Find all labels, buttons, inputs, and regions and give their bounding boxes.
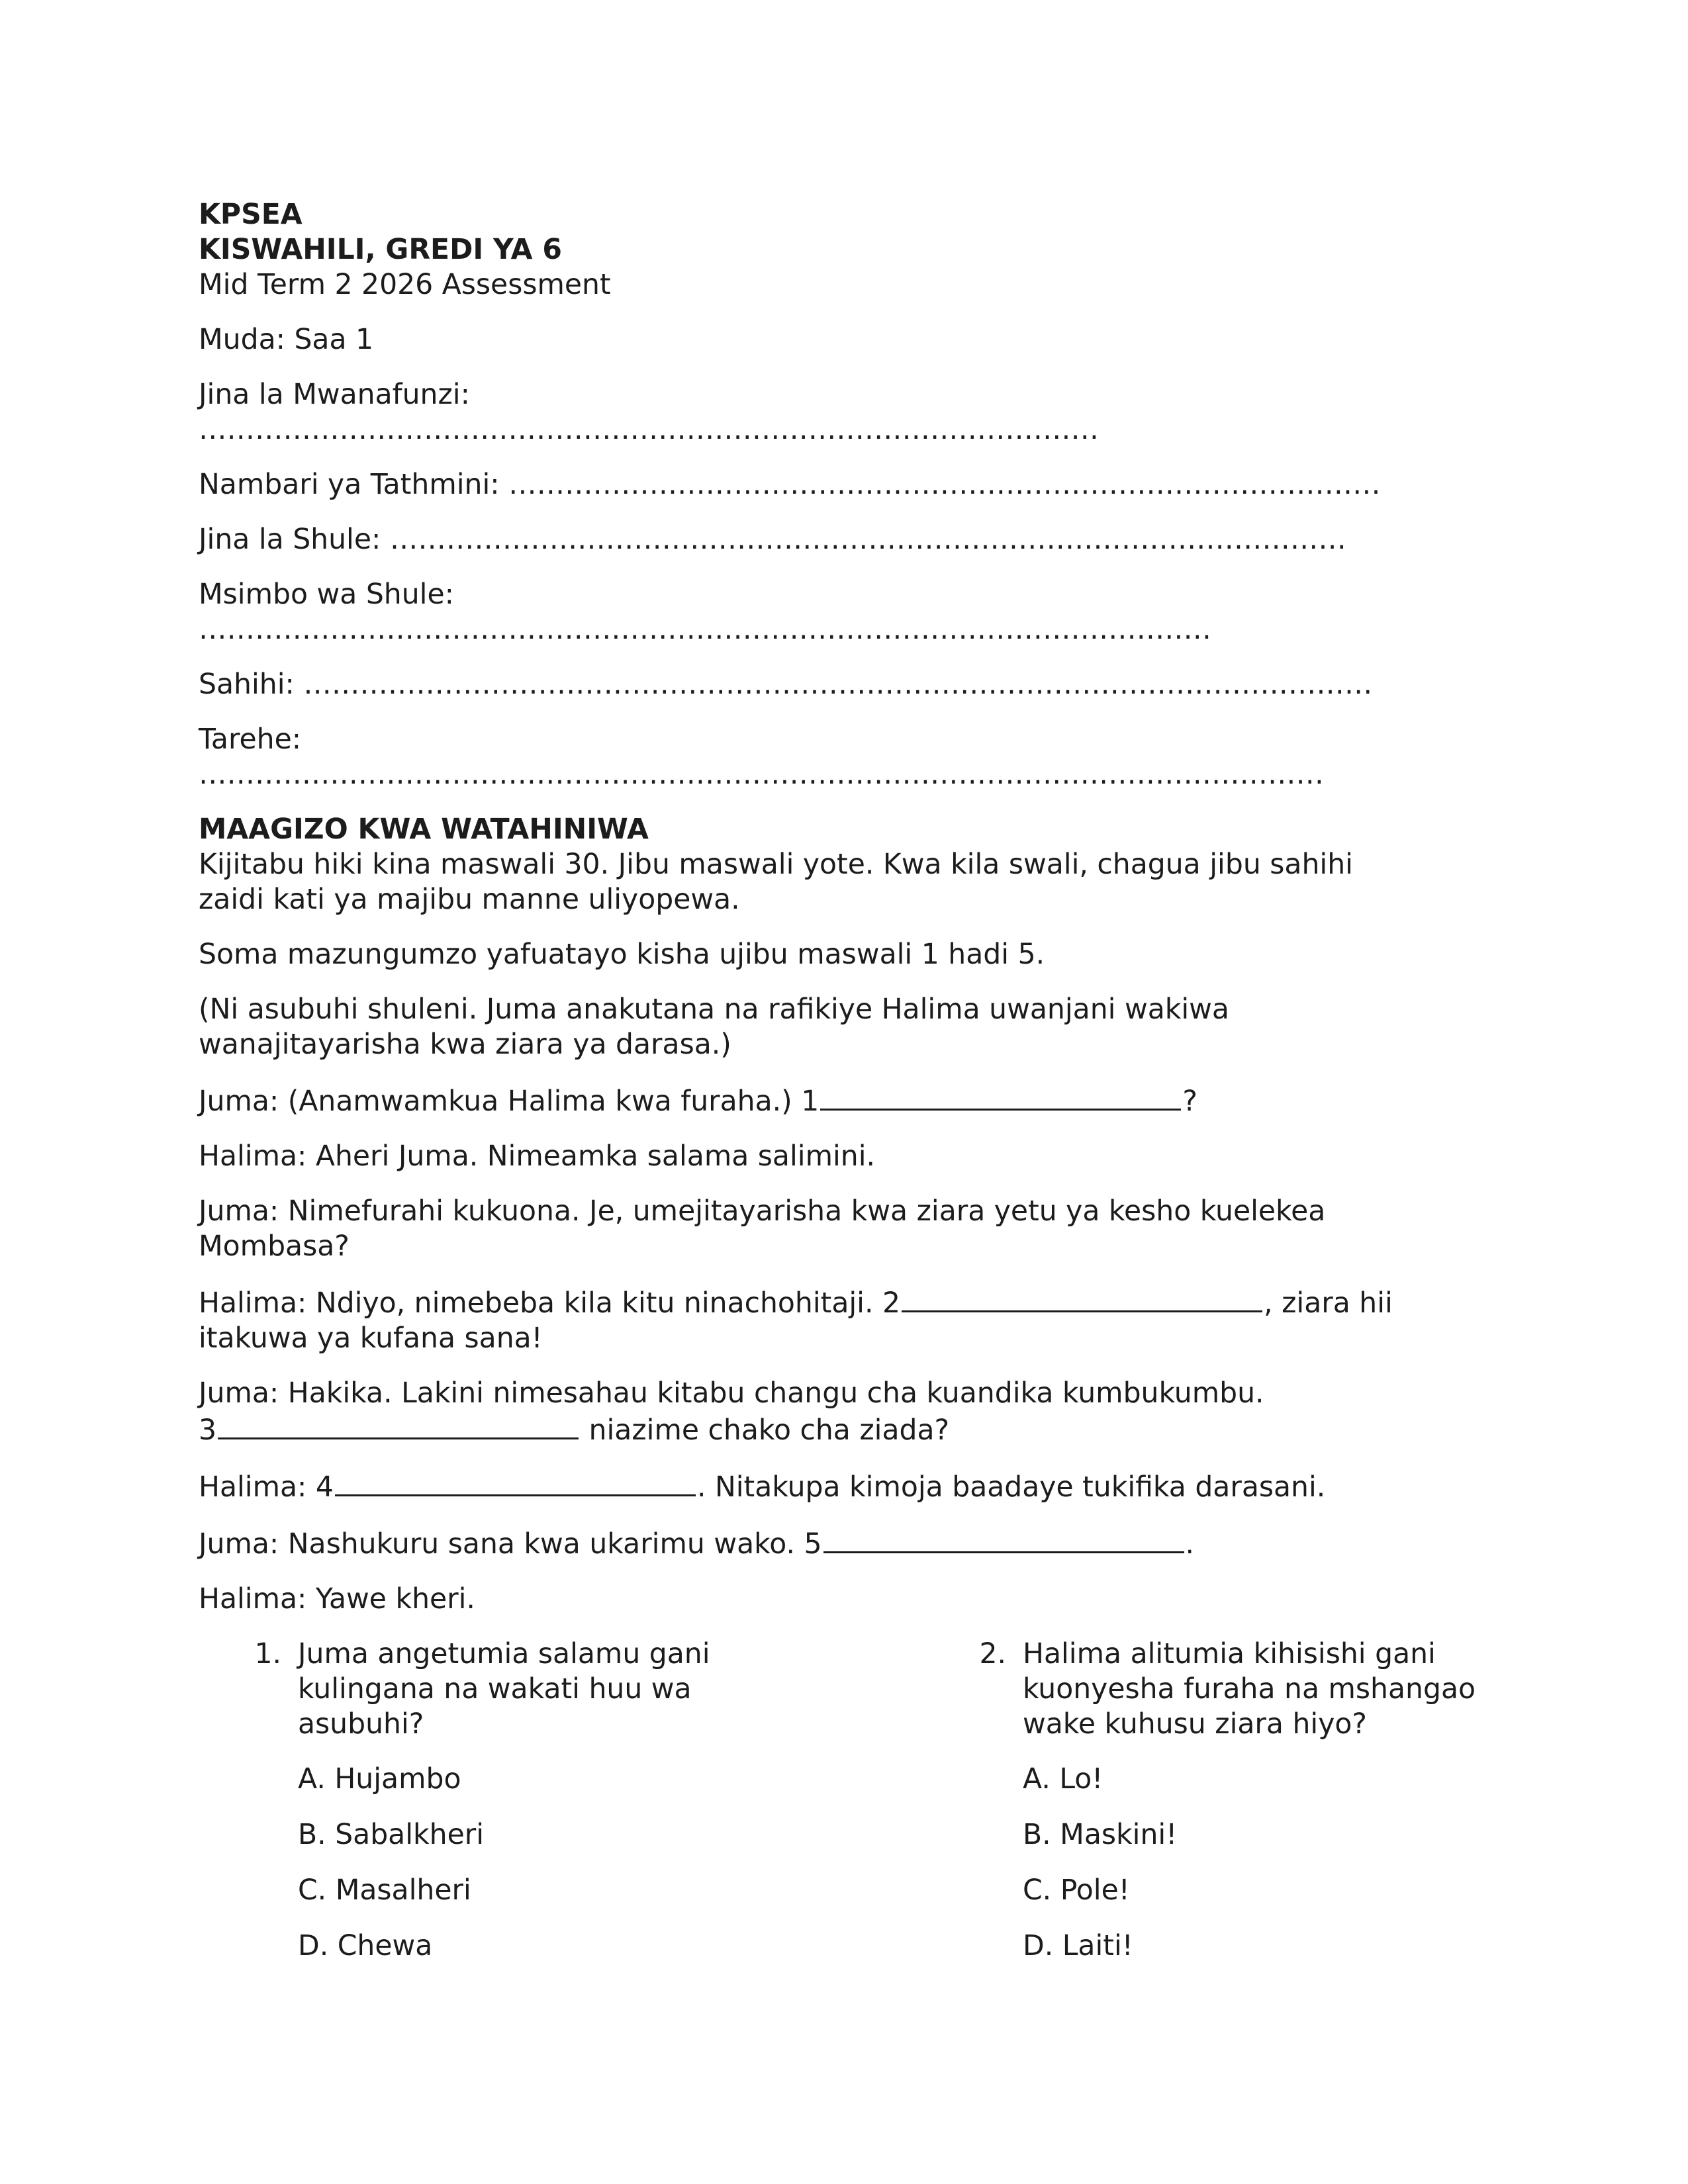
blank-1 xyxy=(820,1082,1181,1111)
dialogue-line-3 xyxy=(199,1194,1489,1264)
scene-line-1: (Ni asubuhi shuleni. Juma anakutana na rafikiye Halima uwanjani wakiwa xyxy=(199,993,1229,1026)
duration: Muda: Saa 1 xyxy=(199,324,374,356)
dialogue-text: Juma: (Anamwamkua Halima kwa furaha.) 1 xyxy=(199,1085,820,1118)
exam-page xyxy=(199,197,1489,1984)
school-code-label: Msimbo wa Shule: xyxy=(199,578,454,611)
subject-title: KISWAHILI, GREDI YA 6 xyxy=(199,234,562,266)
read-prompt: Soma mazungumzo yafuatayo kisha ujibu maswali 1 hadi 5. xyxy=(199,938,1045,971)
date-label: Tarehe: xyxy=(199,723,302,756)
scene-line-2: wanajitayarisha kwa ziara ya darasa.) xyxy=(199,1028,731,1061)
question-2 xyxy=(894,1637,1489,1984)
dialogue-line-5 xyxy=(199,1376,1489,1448)
question-number: 2. xyxy=(979,1638,1006,1670)
instructions-line-1: Kijitabu hiki kina maswali 30. Jibu maswali yote. Kwa kila swali, chagua jibu sahihi xyxy=(199,848,1353,881)
instructions-heading: MAAGIZO KWA WATAHINIWA xyxy=(199,813,649,846)
school-name-field: Jina la Shule: ………………………………………………………………………………………… xyxy=(199,523,1346,556)
option-c[interactable]: C. Pole! xyxy=(1023,1874,1130,1907)
dialogue-line-6 xyxy=(199,1468,1489,1505)
dialogue-text: Halima: Ndiyo, nimebeba kila kitu ninachohitaji. 2 xyxy=(199,1287,901,1320)
option-a[interactable]: A. Lo! xyxy=(1023,1763,1103,1796)
dialogue-text: Juma: Nashukuru sana kwa ukarimu wako. 5 xyxy=(199,1528,822,1561)
question-number: 1. xyxy=(254,1638,281,1670)
option-c[interactable]: C. Masalheri xyxy=(298,1874,471,1907)
school-code-dots: ……………………………………………………………………………………………… xyxy=(199,614,1211,646)
dialogue-text: . Nitakupa kimoja baadaye tukifika darasani. xyxy=(696,1471,1326,1504)
dialogue-line-4 xyxy=(199,1284,1489,1356)
dialogue-line-7 xyxy=(199,1525,1489,1562)
option-d[interactable]: D. Laiti! xyxy=(1023,1930,1133,1962)
dialogue-text: 3 xyxy=(199,1414,217,1447)
scene-description xyxy=(199,992,1489,1062)
dialogue-text: Mombasa? xyxy=(199,1230,350,1263)
student-name-label: Jina la Mwanafunzi: xyxy=(199,379,470,411)
question-text: Juma angetumia salamu gani kulingana na wakati huu wa asubuhi? xyxy=(298,1638,710,1741)
school-code-field xyxy=(199,577,1489,647)
question-text: Halima alitumia kihisishi gani kuonyesha furaha na mshangao wake kuhusu ziara hiyo? xyxy=(1023,1638,1476,1741)
blank-3 xyxy=(218,1411,579,1439)
instructions-line-2: zaidi kati ya majibu manne uliyopewa. xyxy=(199,884,740,916)
questions-section xyxy=(199,1637,1489,1984)
dialogue-text: Halima: 4 xyxy=(199,1471,334,1504)
assessment-number-field: Nambari ya Tathmini: ………………………………………………………………………………… xyxy=(199,469,1381,501)
dialogue-text: . xyxy=(1185,1528,1195,1561)
option-a[interactable]: A. Hujambo xyxy=(298,1763,461,1796)
option-b[interactable]: B. Sabalkheri xyxy=(298,1819,485,1851)
exam-title: KPSEA xyxy=(199,199,303,231)
dialogue-text: ? xyxy=(1182,1085,1197,1118)
dialogue-line-8: Halima: Yawe kheri. xyxy=(199,1583,475,1615)
date-dots: ………………………………………………………………………………………………………… xyxy=(199,758,1324,791)
question-1 xyxy=(199,1637,894,1984)
dialogue-text: niazime chako cha ziada? xyxy=(580,1414,950,1447)
dialogue-text: , ziara hii xyxy=(1264,1287,1393,1320)
assessment-title: Mid Term 2 2026 Assessment xyxy=(199,269,611,301)
student-name-dots: …………………………………………………………………………………… xyxy=(199,414,1099,446)
option-b[interactable]: B. Maskini! xyxy=(1023,1819,1178,1851)
signature-field: Sahihi: …………………………………………………………………………………………………… xyxy=(199,668,1373,701)
dialogue-line-2: Halima: Aheri Juma. Nimeamka salama salimini. xyxy=(199,1140,876,1173)
instructions xyxy=(199,812,1489,917)
option-d[interactable]: D. Chewa xyxy=(298,1930,433,1962)
date-field xyxy=(199,722,1489,792)
dialogue-line-1 xyxy=(199,1082,1489,1119)
dialogue-text: Juma: Hakika. Lakini nimesahau kitabu changu cha kuandika kumbukumbu. xyxy=(199,1377,1264,1410)
student-name-field xyxy=(199,377,1489,447)
dialogue-text: itakuwa ya kufana sana! xyxy=(199,1322,543,1355)
dialogue-text: Juma: Nimefurahi kukuona. Je, umejitayarisha kwa ziara yetu ya kesho kuelekea xyxy=(199,1195,1326,1228)
blank-5 xyxy=(823,1525,1184,1553)
blank-4 xyxy=(335,1468,696,1496)
blank-2 xyxy=(902,1284,1262,1312)
